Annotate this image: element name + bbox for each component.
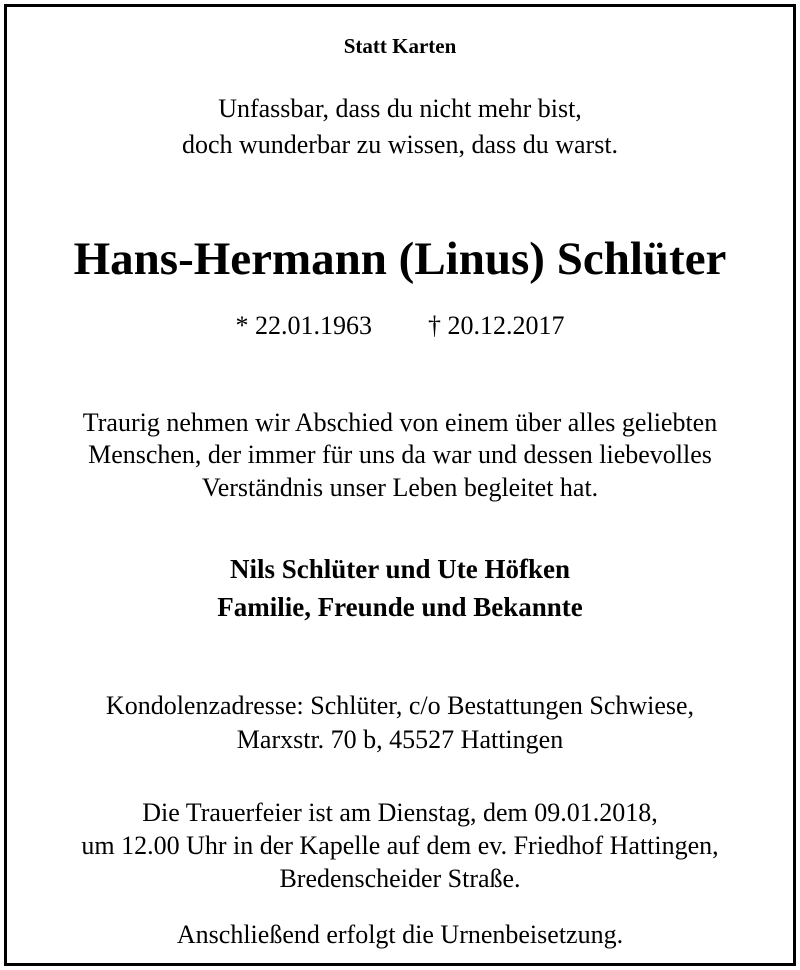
message-line-1: Traurig nehmen wir Abschied von einem über alles geliebten (82, 408, 718, 437)
closing-line: Anschließend erfolgt die Urnenbeisetzung. (176, 920, 624, 949)
funeral-line-3: Bredenscheider Straße. (279, 864, 521, 893)
verse-line-1: Unfassbar, dass du nicht mehr bist, (218, 94, 582, 123)
verse-line-2: doch wunderbar zu wissen, dass du warst. (181, 130, 619, 159)
obituary-notice (4, 4, 796, 966)
life-dates (7, 313, 793, 339)
death-date: † 20.12.2017 (428, 311, 565, 340)
mourners-line-2: Familie, Freunde und Bekannte (217, 592, 583, 622)
condolence-line-2: Marxstr. 70 b, 45527 Hattingen (236, 725, 564, 754)
mourners-line-1: Nils Schlüter und Ute Höfken (229, 554, 571, 584)
funeral-line-1: Die Trauerfeier ist am Dienstag, dem 09.01.2018, (142, 798, 658, 827)
funeral-line-2: um 12.00 Uhr in der Kapelle auf dem ev. Friedhof Hattingen, (81, 831, 719, 860)
condolence-line-1: Kondolenzadresse: Schlüter, c/o Bestattungen Schwiese, (105, 691, 695, 720)
birth-date: * 22.01.1963 (235, 311, 372, 340)
deceased-name: Hans-Hermann (Linus) Schlüter (73, 233, 727, 285)
message-line-3: Verständnis unser Leben begleitet hat. (201, 473, 599, 502)
message-line-2: Menschen, der immer für uns da war und dessen liebevolles (88, 440, 712, 469)
statt-karten-heading: Statt Karten (343, 34, 457, 58)
